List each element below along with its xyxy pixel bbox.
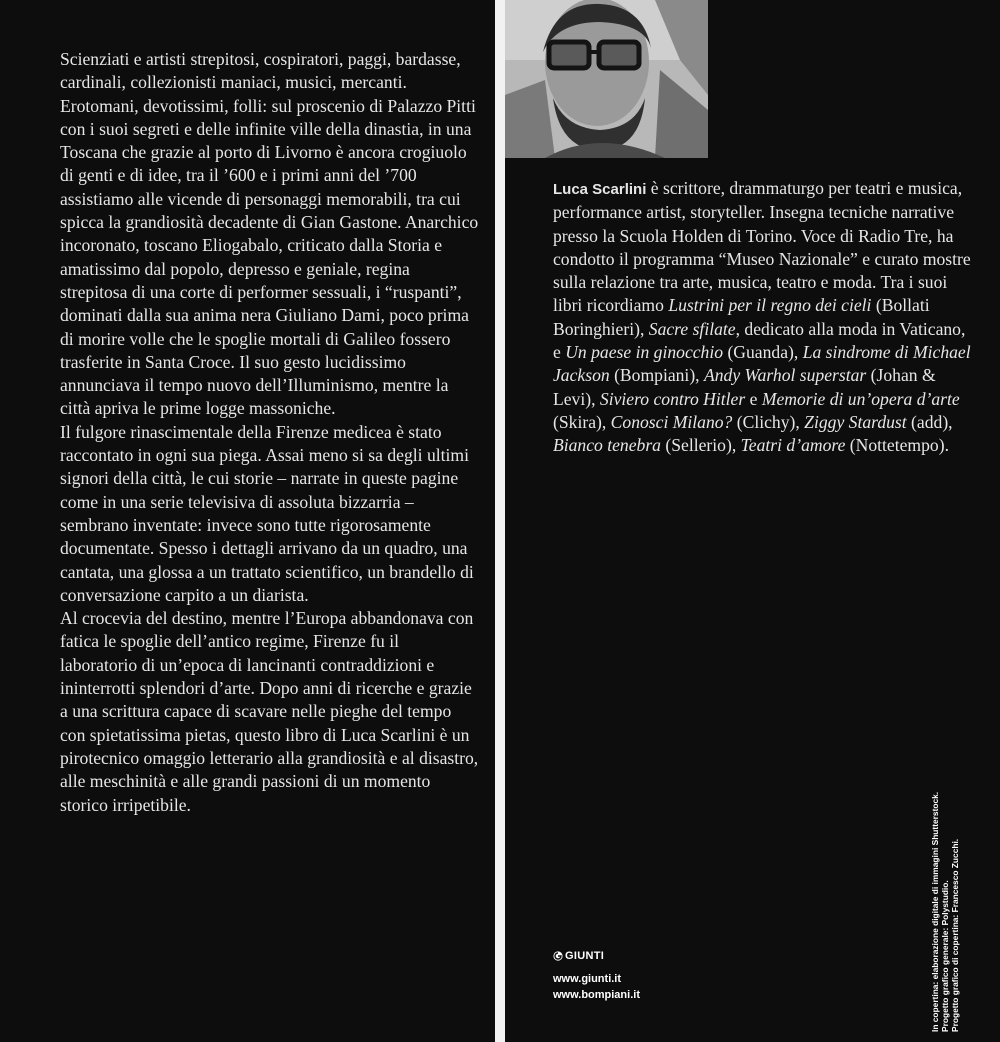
work-title: Teatri d’amore	[740, 435, 846, 456]
work-details: (Bompiani),	[609, 365, 704, 386]
work-title: Siviero contro Hitler	[599, 388, 746, 409]
center-gutter	[495, 0, 505, 1042]
publisher-logo-text: GIUNTI	[565, 950, 605, 962]
work-title: Memorie di un’opera d’arte	[761, 388, 960, 409]
work-details: e	[745, 388, 762, 409]
giunti-website-link[interactable]: www.giunti.it	[553, 973, 622, 985]
giunti-logo-icon	[553, 951, 563, 961]
work-details: (Skira),	[553, 411, 611, 432]
author-bio-intro: è scrittore, drammaturgo per teatri e musica, performance artist, storyteller. Insegna tecniche narrative presso la Scuola Holden di Torino. Voce di Radio Tre, ha condotto il programma “Museo Nazionale” e curato mostre sulla relazione tra arte, musica, teatro e moda. Tra i suoi libri ricordiamo	[553, 178, 971, 316]
work-title: Sacre sfilate	[648, 318, 736, 339]
work-details: , dedicato alla moda in Vaticano, e	[553, 318, 966, 363]
work-details: (Clichy),	[732, 411, 805, 432]
author-bio	[553, 177, 973, 458]
publisher-logo	[553, 950, 604, 962]
publisher-links	[553, 971, 640, 1003]
synopsis-paragraph-2: Il fulgore rinascimentale della Firenze medicea è stato raccontato in ogni sua piega. Assai meno si sa degli ultimi signori della città, le cui storie – narrate in queste pagine come in una serie televisiva di assoluta bizzarria – sembrano inventate: invece sono tutte rigorosamente documentate. Spesso i dettagli arrivano da un quadro, una cantata, una glossa a un trattato scientifico, un brandello di conversazione carpito a un diarista.	[60, 421, 474, 605]
work-details: (Guanda),	[723, 342, 803, 363]
credit-line-cover-design: Progetto grafico di copertina: Francesco Zucchi.	[950, 838, 960, 1032]
synopsis-paragraph-1: Scienziati e artisti strepitosi, cospiratori, paggi, bardasse, cardinali, collezionisti maniaci, musici, mercanti. Erotomani, devotissimi, folli: sul proscenio di Palazzo Pitti con i suoi segreti e delle infinite ville della dinastia, in una Toscana che grazie al porto di Livorno è ancora crogiuolo di genti e di idee, tra il ’600 e i primi anni del ’700 assistiamo alle vicende di personaggi memorabili, tra cui spicca la grandiosità decadente di Gian Gastone. Anarchico incoronato, toscano Eliogabalo, criticato dalla Storia e amatissimo dal popolo, depresso e geniale, regina strepitosa di una corte di performer sessuali, i “ruspanti”, dominati dalla sua anima nera Giuliano Dami, poco prima di morire volle che le spoglie mortali di Galileo fossero trasferite in Santa Croce. Il suo gesto lucidissimo annunciava il tempo nuovo dell’Illuminismo, mentre la città apriva le prime logge massoniche.	[60, 49, 479, 419]
work-title: Andy Warhol superstar	[703, 365, 867, 386]
author-portrait-image	[505, 0, 708, 158]
synopsis-paragraph-3: Al crocevia del destino, mentre l’Europa abbandonava con fatica le spoglie dell’antico regime, Firenze fu il laboratorio di un’epoca di lancinanti contraddizioni e ininterrotti splendori d’arte. Dopo anni di ricerche e grazie a una scrittura capace di scavare nelle pieghe del tempo con spietatissima pietas, questo libro di Luca Scarlini è un pirotecnico omaggio letterario alla grandiosità e al disastro, alle meschinità e alle grandi passioni di un momento storico irripetibile.	[60, 608, 479, 815]
work-title: Bianco tenebra	[553, 435, 661, 456]
bompiani-website-link[interactable]: www.bompiani.it	[553, 989, 640, 1001]
work-details: (Bollati Boringhieri),	[553, 295, 930, 339]
work-title: Ziggy Stardust	[804, 411, 907, 432]
synopsis-text	[60, 48, 480, 817]
work-title: Conosci Milano?	[610, 411, 733, 432]
work-details: (Sellerio),	[660, 435, 741, 456]
credit-line-cover-image: In copertina: elaborazione digitale di immagini Shutterstock.	[930, 791, 940, 1032]
work-details: (Nottetempo).	[845, 435, 949, 456]
author-name: Luca Scarlini	[553, 181, 647, 198]
right-panel	[505, 0, 1000, 1042]
work-details: (add),	[906, 411, 953, 432]
cover-credits	[930, 792, 960, 1032]
author-photo	[505, 0, 708, 158]
work-details: (Johan & Levi),	[553, 365, 936, 409]
work-title: La sindrome di Michael Jackson	[553, 342, 971, 386]
credit-line-general-design: Progetto grafico generale: Polystudio.	[940, 880, 950, 1032]
left-panel	[0, 0, 495, 1042]
work-title: Lustrini per il regno dei cieli	[668, 295, 872, 316]
work-title: Un paese in ginocchio	[565, 342, 724, 363]
